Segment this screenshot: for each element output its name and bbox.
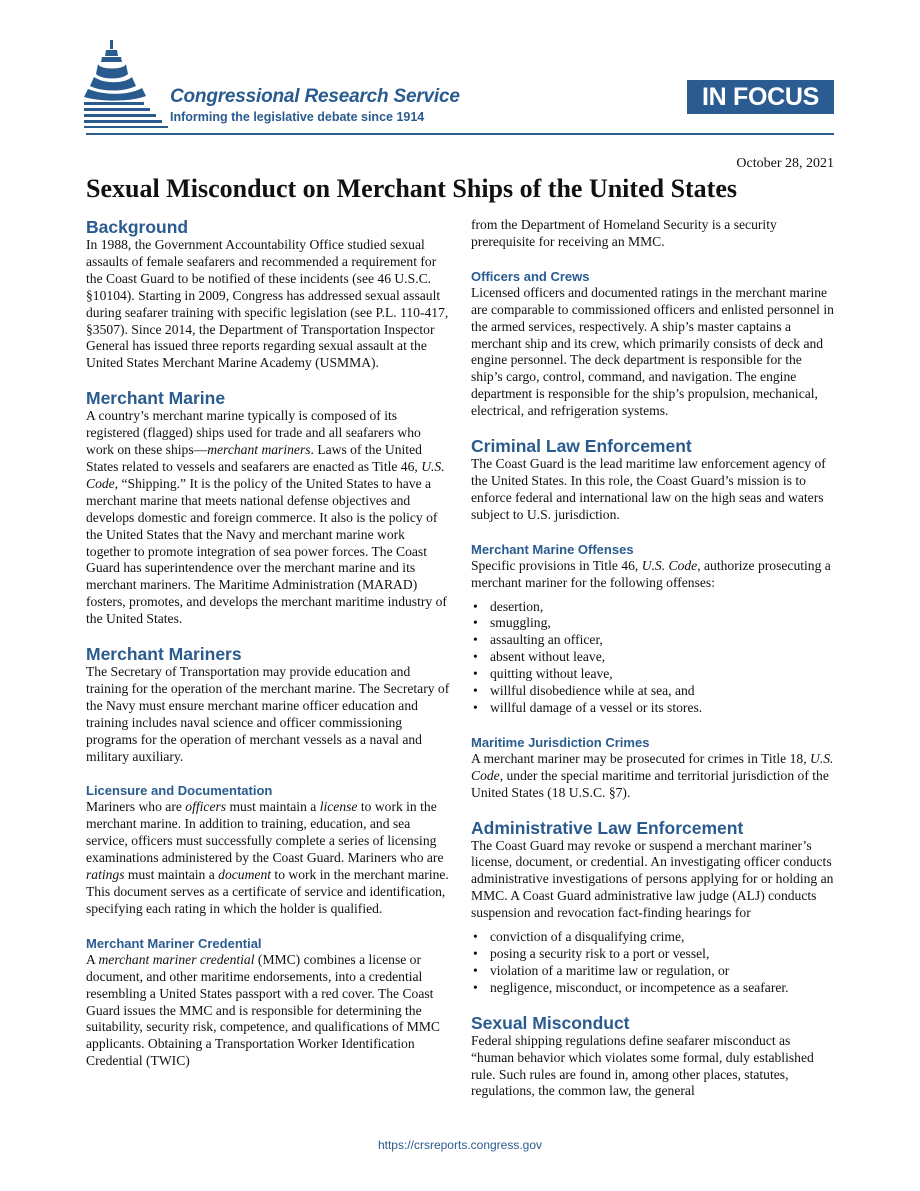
hearings-list <box>471 929 835 997</box>
licensure-paragraph: Mariners who are officers must maintain a license to work in the merchant marine. In addition to training, education, and sea service, officers must successfully complete a series of licensing examinations administered by the Coast Guard. Mariners who are ratings must maintain a document to work in the merchant marine. This document serves as a certificate of service and identification, specifying each rating in which the holder is qualified. <box>86 799 449 916</box>
criminal-law-paragraph: The Coast Guard is the lead maritime law enforcement agency of the United States. In this role, the Coast Guard’s mission is to enforce federal and international law on the high seas and waters subject to U.S. jurisdiction. <box>471 456 826 522</box>
brand-block <box>170 86 460 125</box>
sexual-misconduct-paragraph: Federal shipping regulations define seafarer misconduct as “human behavior which violates some formal, duly established rule. Such rules are found in, among other places, statutes, regulations, the common law, the general <box>471 1032 814 1099</box>
heading-sexual-misconduct: Sexual Misconduct <box>471 1012 630 1033</box>
list-item: • desertion, <box>471 599 835 616</box>
list-item: • willful disobedience while at sea, and <box>471 683 835 700</box>
heading-jurisdiction: Maritime Jurisdiction Crimes <box>471 734 650 750</box>
heading-merchant-mariners: Merchant Mariners <box>86 644 242 665</box>
heading-officers-crews: Officers and Crews <box>471 268 590 284</box>
offenses-list <box>471 599 835 717</box>
list-item: • willful damage of a vessel or its stores. <box>471 700 835 717</box>
heading-criminal-law: Criminal Law Enforcement <box>471 436 692 457</box>
merchant-mariners-paragraph: The Secretary of Transportation may provide education and training for the operation of the merchant marine. The Secretary of the Navy must ensure merchant marine officer education and training includes naval science and officer commissioning programs for the operation of merchant vessels as a naval and military auxiliary. <box>86 664 450 764</box>
left-column <box>86 217 450 1070</box>
list-item: • assaulting an officer, <box>471 632 835 649</box>
heading-administrative-law: Administrative Law Enforcement <box>471 817 744 838</box>
list-item: • absent without leave, <box>471 649 835 666</box>
publication-date: October 28, 2021 <box>736 156 834 171</box>
offenses-paragraph: Specific provisions in Title 46, U.S. Code, authorize prosecuting a merchant mariner for the following offenses: <box>471 557 831 590</box>
list-item: • negligence, misconduct, or incompetence as a seafarer. <box>471 980 835 997</box>
org-name: Congressional Research Service <box>170 86 460 107</box>
administrative-law-paragraph: The Coast Guard may revoke or suspend a merchant mariner’s license, document, or credential. An investigating officer conducts administrative investigations of persons applying for or holding an MMC. A Coast Guard administrative law judge (ALJ) conducts suspension and revocation fact-finding hearings for <box>471 837 834 921</box>
background-paragraph: In 1988, the Government Accountability Office studied sexual assaults of female seafarers and recommended a requirement for the Coast Guard to be notified of these incidents (see 46 U.S.C. §10104). Starting in 2009, Congress has addressed sexual assault during seafarer training with specific legislation (see P.L. 110-417, §3507). Since 2014, the Department of Transportation Inspector General has issued three reports regarding sexual assault at the United States Merchant Marine Academy (USMMA). <box>86 237 449 371</box>
heading-licensure: Licensure and Documentation <box>86 783 273 799</box>
list-item: • posing a security risk to a port or vessel, <box>471 946 835 963</box>
list-item: • conviction of a disqualifying crime, <box>471 929 835 946</box>
footer-url-link[interactable]: https://crsreports.congress.gov <box>377 1138 543 1152</box>
credential-paragraph: A merchant mariner credential (MMC) combines a license or document, and other maritime endorsements, into a credential resembling a United States passport with a red cover. The Coast Guard issues the MMC and is responsible for determining the suitability, security risk, competence, and qualifications of MMC applicants. Obtaining a Transportation Worker Identification Credential (TWIC) <box>86 951 440 1069</box>
in-focus-badge: IN FOCUS <box>687 80 834 114</box>
page-title: Sexual Misconduct on Merchant Ships of the United States <box>86 174 738 203</box>
org-tagline: Informing the legislative debate since 1914 <box>170 110 425 124</box>
right-column <box>471 217 835 1100</box>
heading-offenses: Merchant Marine Offenses <box>471 541 634 557</box>
heading-merchant-marine: Merchant Marine <box>86 388 226 409</box>
jurisdiction-paragraph: A merchant mariner may be prosecuted for crimes in Title 18, U.S. Code, under the special maritime and territorial jurisdiction of the United States (18 U.S.C. §7). <box>471 750 834 800</box>
list-item: • smuggling, <box>471 615 835 632</box>
list-item: • violation of a maritime law or regulation, or <box>471 963 835 980</box>
list-item: • quitting without leave, <box>471 666 835 683</box>
capitol-dome-logo-icon <box>84 40 168 128</box>
officers-crews-paragraph: Licensed officers and documented ratings in the merchant marine are comparable to commissioned officers and enlisted personnel in the armed services, respectively. A ship’s master captains a merchant ship and its crew, which primarily consists of deck and engine personnel. The deck department is responsible for the ship’s cargo, control, command, and navigation. The engine department is responsible for the ship’s propulsion, mechanical, electrical, and refrigeration systems. <box>471 284 834 419</box>
merchant-marine-paragraph: A country’s merchant marine typically is composed of its registered (flagged) ships used for trade and all seafarers who work on these ships—merchant mariners. Laws of the United States related to vessels and seafarers are enacted as Title 46, U.S. Code, “Shipping.” It is the policy of the United States to have a merchant marine that meets national defense objectives and develops domestic and foreign commerce. It also is the policy of the United States that the Navy and merchant marine work together to promote integration of sea power forces. The Coast Guard has superintendence over the merchant marine and its merchant mariners. The Maritime Administration (MARAD) fosters, promotes, and develops the merchant maritime industry of the United States. <box>86 408 447 627</box>
header-divider <box>86 133 834 135</box>
credential-continued-paragraph: from the Department of Homeland Security is a security prerequisite for receiving an MMC. <box>471 217 777 249</box>
heading-background: Background <box>86 217 189 237</box>
heading-credential: Merchant Mariner Credential <box>86 935 262 951</box>
